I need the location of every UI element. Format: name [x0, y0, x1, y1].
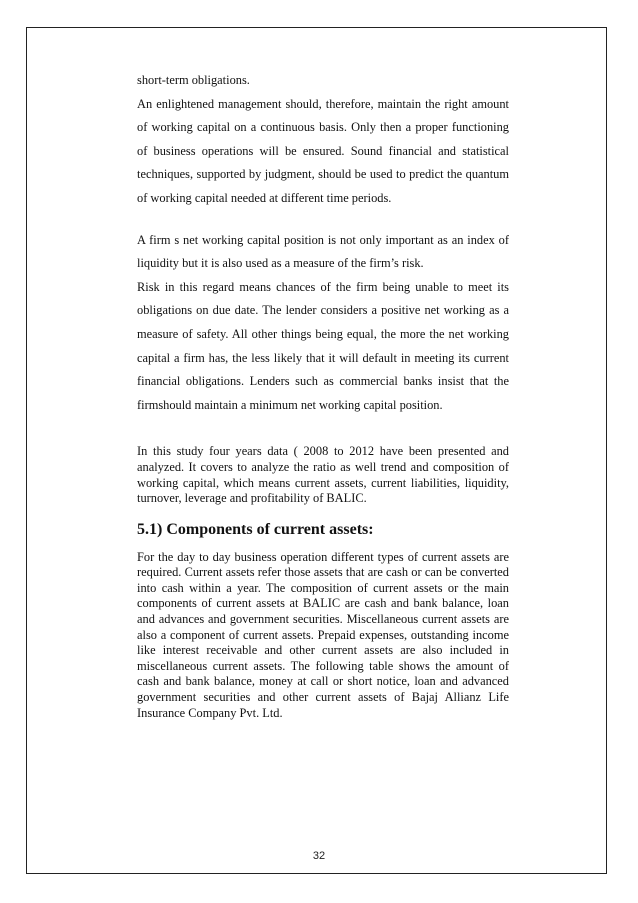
paragraph-risk: Risk in this regard means chances of the firm being unable to meet its obligations on due date. The lender considers a positive net working as a measure of safety. All other things being equal, the more the net working capital a firm has, the less likely that it will default in meeting its current financial obligations. Lenders such as commercial banks insist that the firmshould maintain a minimum net working capital position. — [137, 279, 509, 412]
paragraph-current-assets: For the day to day business operation different types of current assets are required. Current assets refer those assets that are cash or can be converted into cash within a year. The composition of current assets or the main components of current assets at BALIC are cash and bank balance, loan and advances and government securities. Miscellaneous current assets are also a component of current assets. Prepaid expenses, outstanding income like interest receivable and other current assets are also included in miscellaneous current assets. The following table shows the amount of cash and bank balance, money at call or short notice, loan and advanced government securities and other current assets of Bajaj Allianz Life Insurance Company Pvt. Ltd. — [137, 549, 509, 720]
paragraph-net-working-capital: A firm s net working capital position is not only important as an index of liquidity but it is also used as a measure of the firm’s risk. — [137, 232, 509, 271]
page-number: 32 — [312, 850, 326, 862]
document-body — [137, 69, 509, 721]
paragraph-enlightened-management: An enlightened management should, therefore, maintain the right amount of working capital on a continuous basis. Only then a proper functioning of business operations will be ensured. Sound financial and statistical techniques, supported by judgment, should be used to predict the quantum of working capital needed at different time periods. — [137, 96, 509, 205]
paragraph-study-scope: In this study four years data ( 2008 to 2012 have been presented and analyzed. It covers to analyze the ratio as well trend and composition of working capital, which means current assets, current liabilities, liquidity, turnover, leverage and profitability of BALIC. — [137, 444, 509, 506]
paragraph-short-term-obligations: short-term obligations. — [137, 73, 250, 87]
section-heading: 5.1) Components of current assets: — [137, 520, 374, 538]
